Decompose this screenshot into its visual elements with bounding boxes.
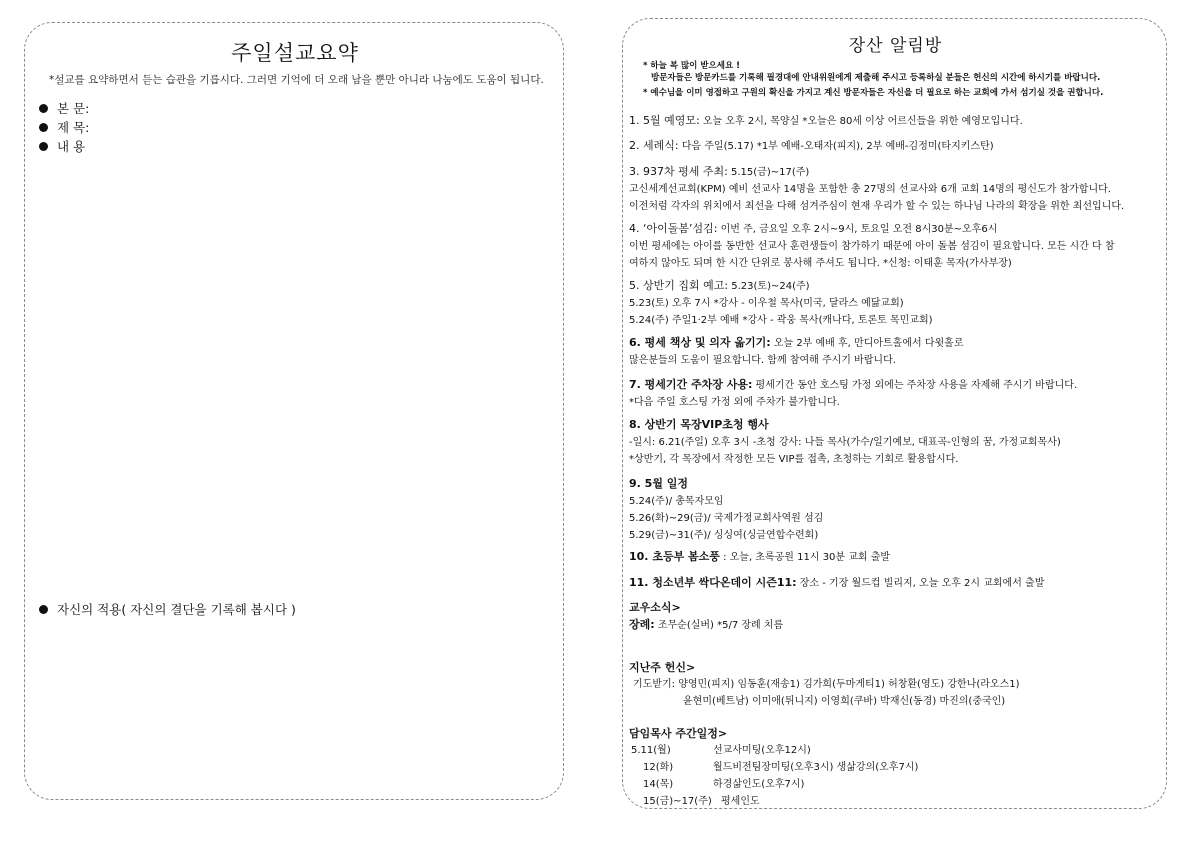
- field-label: 본 문:: [57, 101, 90, 116]
- schedule-date: 14(목): [643, 779, 674, 790]
- announcement-item: [629, 548, 890, 566]
- field-sermon-title: [39, 118, 89, 136]
- announcement-heading: 9. 5월 일정: [629, 477, 689, 490]
- announcement-item: [629, 137, 994, 155]
- announcement-heading: 7. 평세기간 주차장 사용:: [629, 378, 753, 391]
- schedule-event: 평세인도: [721, 796, 760, 807]
- announcement-item: [629, 277, 933, 329]
- sermon-summary-panel: [24, 22, 564, 800]
- announcement-detail: 많은분들의 도움이 필요합니다. 함께 참여해 주시기 바랍니다.: [629, 355, 896, 366]
- announcement-heading: 2. 세례식:: [629, 139, 679, 152]
- schedule-date: 12(화): [643, 762, 674, 773]
- news-label: 장례:: [629, 618, 655, 631]
- announcement-text: 5.15(금)~17(주): [727, 167, 810, 178]
- offering-line: 윤현미(베트남) 이미애(튀니지) 이영희(쿠바) 박재신(동경) 마진의(중국인): [683, 696, 1006, 707]
- announcement-text: : 오늘, 초록공원 11시 30분 교회 출발: [719, 552, 891, 563]
- announcement-heading: 5. 상반기 집회 예고:: [629, 279, 729, 292]
- sermon-summary-instruction: *설교를 요약하면서 듣는 습관을 기릅시다. 그러면 기억에 더 오래 남을 뿐만 아니라 나눔에도 도움이 됩니다.: [49, 74, 544, 86]
- announcement-detail: 5.24(주) 주일1·2부 예배 *강사 - 곽웅 목사(캐나다, 토론토 목민교회): [629, 315, 933, 326]
- announcement-item: [629, 475, 823, 544]
- greeting-line: * 하늘 복 많이 받으세요 !: [643, 61, 741, 71]
- bullet-icon: [39, 605, 48, 614]
- news-title: 교우소식>: [629, 601, 681, 614]
- bullet-icon: [39, 123, 48, 132]
- schedule-row: [629, 776, 918, 793]
- announcement-detail: 5.23(토) 오후 7시 *강사 - 이우철 목사(미국, 달라스 예닮교회): [629, 298, 904, 309]
- announcement-detail: -일시: 6.21(주일) 오후 3시 -초청 강사: 나들 목사(가수/일기예보, 대표곡-인형의 꿈, 가정교회목사): [629, 437, 1061, 448]
- announcement-heading: 6. 평세 책상 및 의자 옮기기:: [629, 336, 771, 349]
- announcement-heading: 1. 5월 예영모:: [629, 114, 700, 127]
- offering-section: [629, 659, 1019, 710]
- bullet-icon: [39, 142, 48, 151]
- schedule-date: 15(금)~17(주): [643, 796, 712, 807]
- announcement-heading: 10. 초등부 봄소풍: [629, 550, 720, 563]
- schedule-row: [629, 793, 918, 810]
- announcement-item: [629, 112, 1023, 130]
- greeting-line: 방문자들은 방문카드를 기록해 필경대에 안내위원에게 제출해 주시고 등록하실 분들은 헌신의 시간에 하시기를 바랍니다.: [651, 73, 1101, 83]
- offering-title: 지난주 헌신>: [629, 661, 696, 674]
- announcement-detail: 이전처럼 각자의 위치에서 최선을 다해 섬겨주심이 현재 우리가 할 수 있는 하나님 나라의 확장을 위한 최선입니다.: [629, 201, 1125, 212]
- announcement-text: 5.23(토)~24(주): [728, 281, 810, 292]
- announcement-heading: 3. 937차 평세 주최:: [629, 165, 728, 178]
- offering-line: 기도받기: 양영민(피지) 임동훈(재송1) 김가희(두마게티1) 허창환(영도) 강한나(라오스1): [633, 679, 1020, 690]
- announcement-heading: 8. 상반기 목장VIP초청 행사: [629, 418, 769, 431]
- field-label: 제 목:: [57, 120, 90, 135]
- bullet-icon: [39, 104, 48, 113]
- announcement-heading: 4. ‘아이돌봄’섬김:: [629, 222, 718, 235]
- schedule-row: [629, 742, 918, 759]
- announcements-panel: [622, 18, 1167, 809]
- news-text: 조무순(실버) *5/7 장례 치름: [654, 620, 784, 631]
- announcement-item: [629, 574, 1044, 592]
- announcement-text: 오늘 2부 예배 후, 만디아트홀에서 다윗홀로: [770, 338, 964, 349]
- announcement-detail: 5.29(금)~31(주)/ 싱싱여(싱글연합수련회): [629, 530, 819, 541]
- schedule-title: 담임목사 주간일정>: [629, 727, 728, 740]
- announcement-text: 오늘 오후 2시, 목양실 *오늘은 80세 이상 어르신들을 위한 예영모입니다.: [699, 116, 1023, 127]
- announcement-item: [629, 334, 963, 369]
- announcement-text: 이번 주, 금요일 오후 2시~9시, 토요일 오전 8시30분~오후6시: [717, 224, 998, 235]
- announcement-item: [629, 376, 1077, 411]
- announcement-item: [629, 163, 1124, 215]
- announcement-detail: *다음 주일 호스팅 가정 외에 주차가 불가합니다.: [629, 397, 840, 408]
- field-application: [39, 600, 296, 618]
- field-content: [39, 137, 85, 155]
- announcement-detail: 여하지 않아도 되며 한 시간 단위로 봉사해 주셔도 됩니다. *신청: 이태훈 목자(가사부장): [629, 258, 1012, 269]
- announcement-text: 다음 주일(5.17) *1부 예배-오태자(피지), 2부 예배-김정미(타지키스탄): [678, 141, 994, 152]
- announcement-item: [629, 416, 1061, 468]
- congregation-news: [629, 599, 783, 634]
- schedule-event: 하경삶인도(오후7시): [713, 779, 805, 790]
- field-label: 내 용: [57, 139, 86, 154]
- announcement-detail: *상반기, 각 목장에서 작정한 모든 VIP를 접촉, 초청하는 기회로 활용합시다.: [629, 454, 959, 465]
- announcement-heading: 11. 청소년부 싹다온데이 시즌11:: [629, 576, 797, 589]
- announcements-title: 장산 알림방: [848, 36, 943, 56]
- field-scripture: [39, 99, 89, 117]
- announcement-detail: 이번 평세에는 아이를 동반한 선교사 훈련생들이 참가하기 때문에 아이 돌봄 섬김이 필요합니다. 모든 시간 다 참: [629, 241, 1115, 252]
- schedule-row: [629, 759, 918, 776]
- announcement-text: 평세기간 동안 호스팅 가정 외에는 주차장 사용을 자제해 주시기 바랍니다.: [752, 380, 1078, 391]
- schedule-date: 5.11(월): [631, 745, 671, 756]
- announcement-detail: 고신세계선교회(KPM) 예비 선교사 14명을 포함한 총 27명의 선교사와 6개 교회 14명의 평신도가 참가합니다.: [629, 184, 1111, 195]
- schedule-event: 월드비전팀장미팅(오후3시) 생삶강의(오후7시): [713, 762, 919, 773]
- schedule-event: 선교사미팅(오후12시): [713, 745, 811, 756]
- announcement-item: [629, 220, 1115, 272]
- pastor-schedule: [629, 725, 918, 810]
- field-label: 자신의 적용( 자신의 결단을 기록해 봅시다 ): [57, 602, 296, 617]
- announcement-detail: 5.24(주)/ 총목자모임: [629, 496, 724, 507]
- announcement-text: 장소 - 기장 월드컵 빌리지, 오늘 오후 2시 교회에서 출발: [796, 578, 1045, 589]
- announcement-detail: 5.26(화)~29(금)/ 국제가정교회사역원 섬김: [629, 513, 824, 524]
- greeting-line: * 예수님을 이미 영접하고 구원의 확신을 가지고 계신 방문자들은 자신을 더 필요로 하는 교회에 가서 섬기실 것을 권합니다.: [643, 88, 1104, 98]
- sermon-summary-title: 주일설교요약: [231, 41, 359, 65]
